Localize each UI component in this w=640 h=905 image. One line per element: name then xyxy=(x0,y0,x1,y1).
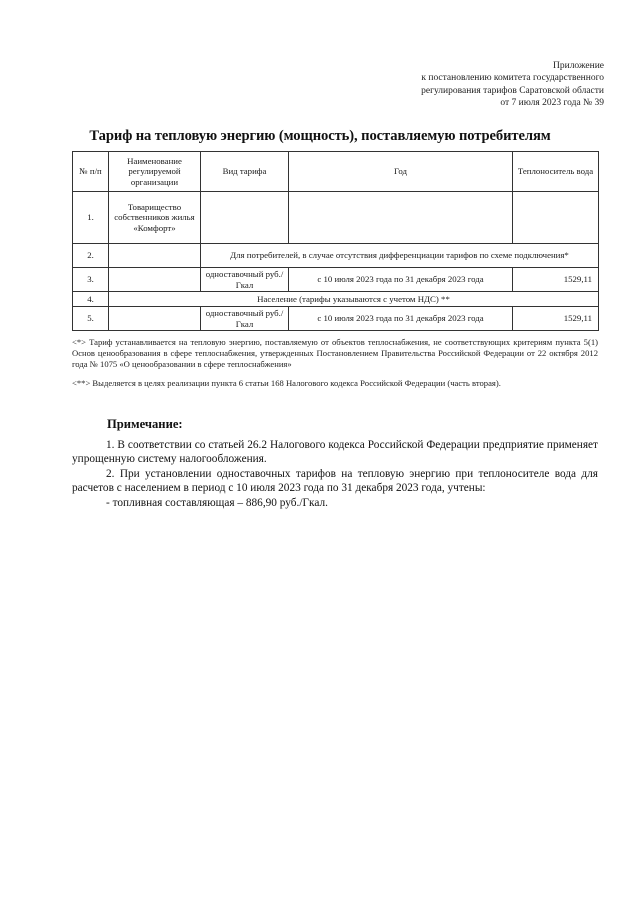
table-row xyxy=(73,292,599,307)
header-num: № п/п xyxy=(73,152,109,192)
footnotes xyxy=(72,337,598,389)
appendix-issuer-cont: регулирования тарифов Саратовской области xyxy=(421,85,604,96)
appendix-date-number: от 7 июля 2023 года № 39 xyxy=(500,98,604,109)
note-item-1: 1. В соответствии со статьей 26.2 Налогового кодекса Российской Федерации предприятие применяет упрощенную систему налогообложения. xyxy=(72,439,598,466)
header-carrier: Теплоноситель вода xyxy=(513,152,599,192)
appendix-label: Приложение xyxy=(553,61,604,71)
row-num: 3. xyxy=(73,268,109,292)
table-row xyxy=(73,192,599,244)
tariff-type: одноставочный руб./Гкал xyxy=(201,268,289,292)
row-num: 5. xyxy=(73,307,109,331)
table-header-row xyxy=(73,152,599,192)
tariff-table xyxy=(72,151,599,331)
tariff-period: с 10 июля 2023 года по 31 декабря 2023 года xyxy=(289,307,513,331)
empty-cell xyxy=(201,192,289,244)
note-item-2-sub: - топливная составляющая – 886,90 руб./Гкал. xyxy=(106,496,328,509)
header-year: Год xyxy=(289,152,513,192)
page-title: Тариф на тепловую энергию (мощность), поставляемую потребителям xyxy=(89,128,551,144)
tariff-period: с 10 июля 2023 года по 31 декабря 2023 года xyxy=(289,268,513,292)
row-num: 2. xyxy=(73,244,109,268)
org-name: Товарищество собственников жилья «Комфорт» xyxy=(109,192,201,244)
group-label: Население (тарифы указываются с учетом НДС) ** xyxy=(109,292,599,307)
row-num: 1. xyxy=(73,192,109,244)
empty-cell xyxy=(109,268,201,292)
empty-cell xyxy=(289,192,513,244)
tariff-value: 1529,11 xyxy=(513,307,599,331)
row-num: 4. xyxy=(73,292,109,307)
table-row xyxy=(73,307,599,331)
appendix-issuer: к постановлению комитета государственного xyxy=(421,73,604,84)
note-item-2: 2. При установлении одноставочных тарифов на тепловую энергию при теплоносителе вода для расчетов с населением в период с 10 июля 2023 года по 31 декабря 2023 года, учтены: xyxy=(72,467,598,495)
empty-cell xyxy=(513,192,599,244)
empty-cell xyxy=(109,244,201,268)
note-body xyxy=(72,438,598,510)
header-type: Вид тарифа xyxy=(201,152,289,192)
footnote-2: <**> Выделяется в целях реализации пункта 6 статьи 168 Налогового кодекса Российской Федерации (часть вторая). xyxy=(72,378,501,389)
empty-cell xyxy=(109,307,201,331)
footnote-1: <*> Тариф устанавливается на тепловую энергию, поставляемую от объектов теплоснабжения, не соответствующих критериям пункта 5(1) Основ ценообразования в сфере теплоснабжения, утвержденных Постановлением Правительства Российской Федерации от 22 октября 2012 года № 1075 «О ценообразовании в сфере теплоснабжения» xyxy=(72,337,598,369)
header-org: Наименование регулируемой организации xyxy=(109,152,201,192)
group-label: Для потребителей, в случае отсутствия дифференциации тарифов по схеме подключения* xyxy=(201,244,599,268)
tariff-value: 1529,11 xyxy=(513,268,599,292)
note-title: Примечание: xyxy=(107,417,183,431)
table-row xyxy=(73,268,599,292)
tariff-type: одноставочный руб./Гкал xyxy=(201,307,289,331)
table-row xyxy=(73,244,599,268)
appendix-header xyxy=(364,60,604,110)
